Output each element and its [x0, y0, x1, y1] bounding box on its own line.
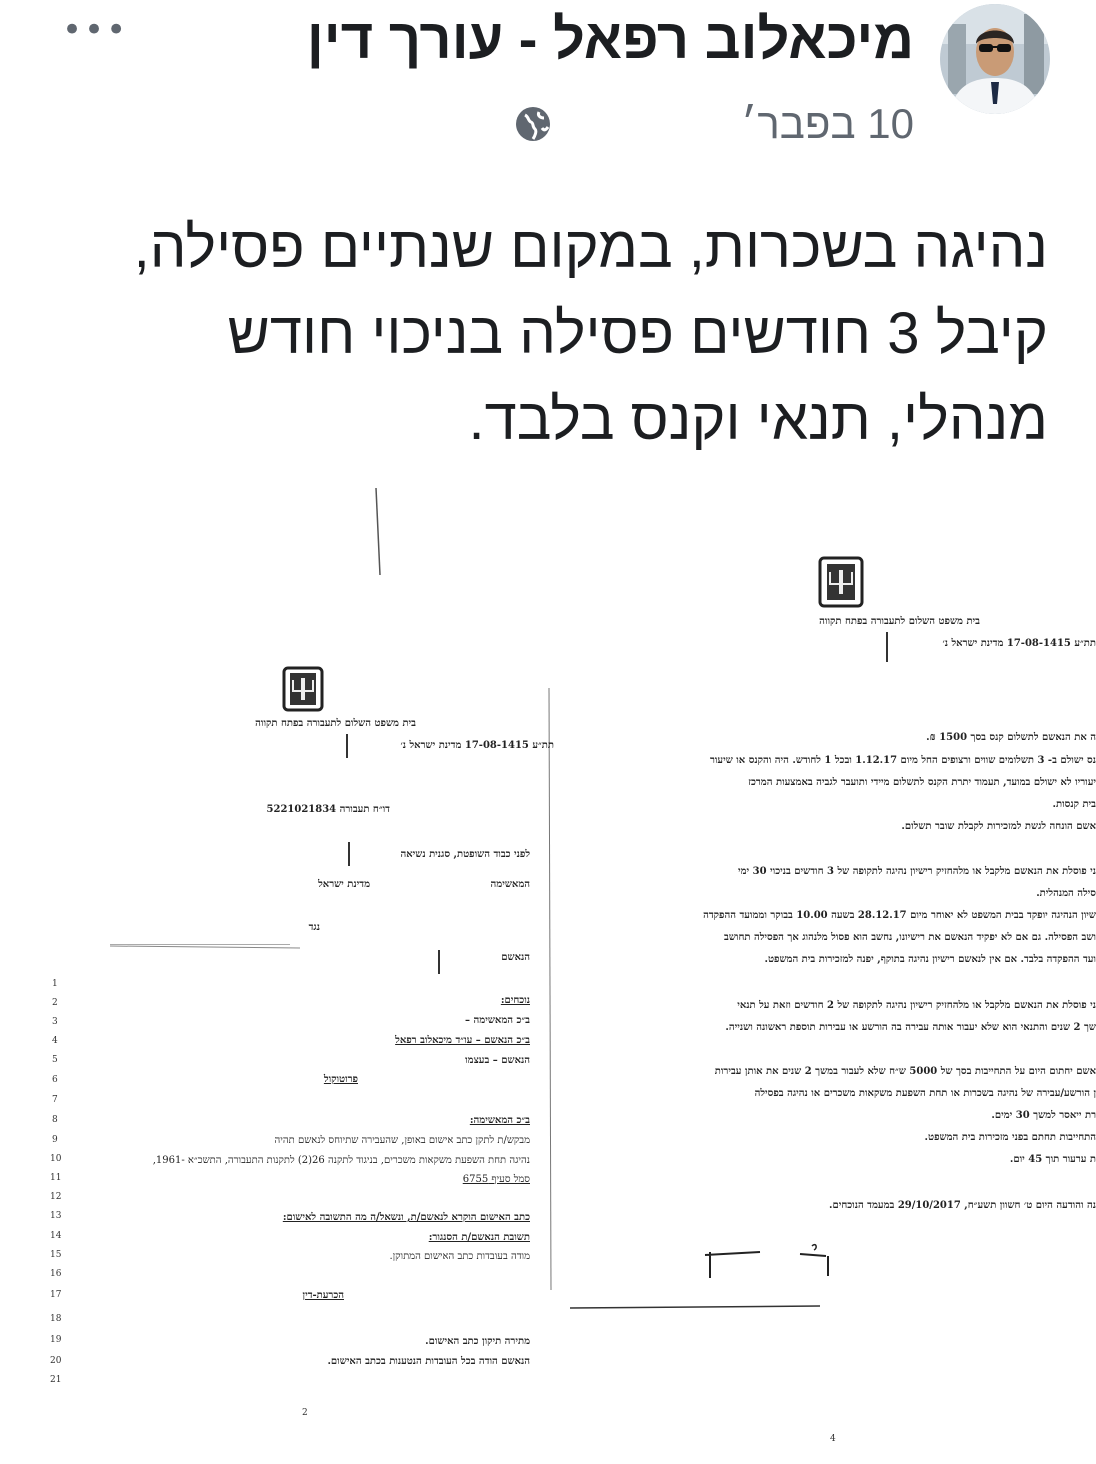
ruling-line: ועד ההפקדה בלבד. אם אין לנאשם רישיון נהיגה בתוקף, יפנה למזכירות בית המשפט. — [764, 954, 1096, 965]
ruling-line: שך 2 שנים והתנאי הוא שלא יעבור אותה עבירה בה הורשע או עבירות תוספת ראשונה ושנייה. — [725, 1022, 1096, 1033]
post-text — [48, 205, 1048, 463]
line-number: 1 — [52, 979, 58, 989]
more-dots-icon[interactable]: ••• — [62, 10, 129, 50]
traffic-report: דו״ח תעבורה 5221021834 — [266, 804, 390, 815]
court-document-left — [40, 666, 554, 1446]
ruling-line: התחייבות תחתם בפני מזכירות בית המשפט. — [924, 1132, 1096, 1143]
ruling-line: ני פוסלת את הנאשם מלקבל או מלהחזיק רישיון נהיגה לתקופה של 2 חודשים וזאת על תנאי — [737, 1000, 1096, 1011]
line-number: 5 — [52, 1055, 58, 1065]
ruling-line: נס ישולם ב- 3 תשלומים שווים ורצופים החל מיום 1.12.17 ובכל 1 לחודש. היה והקנס או שיעור — [709, 755, 1096, 766]
prosecution-line: סמל סעיף 6755 — [462, 1174, 530, 1185]
line-number: 2 — [52, 998, 58, 1008]
ruling-line: הנאשם הודה בכל העובדות הנטענות בכתב האישום. — [327, 1356, 530, 1367]
line-number: 4 — [52, 1036, 58, 1046]
page-number: 4 — [830, 1434, 836, 1444]
judge: לפני כבוד השופטת, סגנית נשיאה — [400, 849, 530, 860]
defendant-label: הנאשם — [501, 952, 530, 963]
author-name[interactable]: מיכאלוב רפאל - עורך דין — [306, 7, 914, 70]
case-number: תת״ע 17-08-1415 מדינת ישראל נ׳ — [400, 740, 554, 751]
protocol-title: פרוטוקול — [323, 1074, 358, 1085]
court-name: בית משפט השלום לתעבורה בפתח תקווה — [255, 718, 416, 729]
post-date[interactable]: 10 בפבר׳ — [741, 100, 914, 147]
line-number: 8 — [52, 1115, 58, 1125]
prosecution-line: נהיגה תחת השפעת משקאות משכרים, בניגוד לתקנה 26(2) לתקנות התעבורה, התשכ״א -1961, — [152, 1155, 530, 1166]
ruling-line: מתירה תיקון כתב האישום. — [425, 1336, 530, 1347]
present-line: ב״כ הנאשם – עו״ד מיכאלוב רפאל — [395, 1035, 530, 1046]
ruling-line: ני פוסלת את הנאשם מלקבל או מלהחזיק רישיון נהיגה לתקופה של 3 חודשים בניכוי 30 ימי — [737, 866, 1096, 877]
ruling-line: יעוריו לא ישולם במועד, תעמוד יתרת הקנס לתשלום מיידי ותועבר לגביה באמצעות המרכז — [748, 777, 1096, 788]
page-number: 2 — [302, 1408, 308, 1418]
line-number: 13 — [50, 1211, 62, 1221]
line-number: 9 — [52, 1135, 58, 1145]
signature — [700, 1240, 840, 1280]
court-name: בית משפט השלום לתעבורה בפתח תקווה — [819, 616, 980, 627]
prosecution-line: מבקש/ת לתקן כתב אישום באופן, שהעבירה שתיוחס לנאשם תהיה — [274, 1135, 530, 1146]
present-label: נוכחים: — [500, 995, 530, 1006]
post-text-line: נהיגה בשכרות, במקום שנתיים פסילה, — [133, 215, 1048, 280]
prosecution-label: ב״כ המאשימה: — [469, 1115, 530, 1126]
present-line: ב״כ המאשימה – — [465, 1015, 530, 1026]
line-number: 15 — [50, 1250, 62, 1260]
line-number: 18 — [50, 1314, 62, 1324]
line-number: 3 — [52, 1017, 58, 1027]
ruling-line: סילה המנהלית. — [1036, 888, 1096, 899]
case-number: תת״ע 17-08-1415 מדינת ישראל נ׳ — [942, 638, 1096, 649]
ruling-line: ן הורשע/עבירה של נהיגה בשכרות או תחת השפעת משקאות משכרים או נהיגה בפסילה — [754, 1088, 1096, 1099]
line-number: 14 — [50, 1231, 62, 1241]
ruling-line: רת ייאסר למשך 30 ימים. — [991, 1110, 1096, 1121]
indictment-line: כתב האישום הוקרא לנאשם/ת, ונשאל/ה מה התשובה לאישום: — [282, 1212, 530, 1223]
line-number: 10 — [50, 1154, 62, 1164]
ruling-line: בית קנסות. — [1052, 799, 1096, 810]
post-header — [0, 0, 1096, 170]
post-text-line: קיבל 3 חודשים פסילה בניכוי חודש — [227, 301, 1048, 366]
ruling-title: הכרעת-דין — [302, 1290, 344, 1301]
accuser: מדינת ישראל — [318, 879, 370, 890]
line-number: 19 — [50, 1335, 62, 1345]
answer-label: תשובת הנאשם/ת הסנגור: — [428, 1232, 530, 1243]
present-line: הנאשם – בעצמו — [465, 1055, 530, 1066]
line-number: 17 — [50, 1290, 62, 1300]
court-document-right — [560, 550, 1096, 1450]
ruling-line: אשם יחתום היום על התחייבות בסך של 5000 ש״ח שלא לעבור במשך 2 שנים את אותן עבירות — [714, 1066, 1096, 1077]
accuser-label: המאשימה — [490, 879, 530, 890]
emblem-icon — [818, 556, 864, 608]
ruling-line: שיון הנהיגה יופקד בבית המשפט לא יאוחר מיום 28.12.17 בשעה 10.00 בבוקר וממועד ההפקדה — [703, 910, 1096, 921]
ruling-line: ה את הנאשם לתשלום קנס בסך 1500 ₪. — [926, 732, 1096, 743]
emblem-icon — [282, 666, 324, 712]
line-number: 21 — [50, 1375, 62, 1385]
line-number: 20 — [50, 1356, 62, 1366]
ruling-line: ת ערעור תוך 45 יום. — [1009, 1154, 1096, 1165]
ruling-line: נה והודעה היום ט׳ חשוון תשע״ח, 29/10/2017 במעמד הנוכחים. — [828, 1200, 1096, 1211]
avatar[interactable] — [940, 4, 1050, 114]
line-number: 16 — [50, 1269, 62, 1279]
versus: נגד — [308, 922, 320, 933]
line-number: 6 — [52, 1075, 58, 1085]
globe-icon — [515, 106, 551, 142]
post-photo[interactable] — [0, 470, 1096, 1464]
line-number: 11 — [50, 1173, 62, 1183]
answer-line: מודה בעובדות כתב האישום המתוקן. — [389, 1251, 530, 1262]
line-number: 12 — [50, 1192, 62, 1202]
ruling-line: אשם הונחה לגשת למזכירות לקבלת שובר תשלום. — [901, 821, 1096, 832]
line-number: 7 — [52, 1095, 58, 1105]
ruling-line: ושב הפסילה. גם אם לא יפקיד הנאשם את רישיונו, נחשב הוא פסול מלנהוג אך הפסילה תחושב — [724, 932, 1096, 943]
post-text-line: מנהלי, תנאי וקנס בלבד. — [468, 387, 1048, 452]
